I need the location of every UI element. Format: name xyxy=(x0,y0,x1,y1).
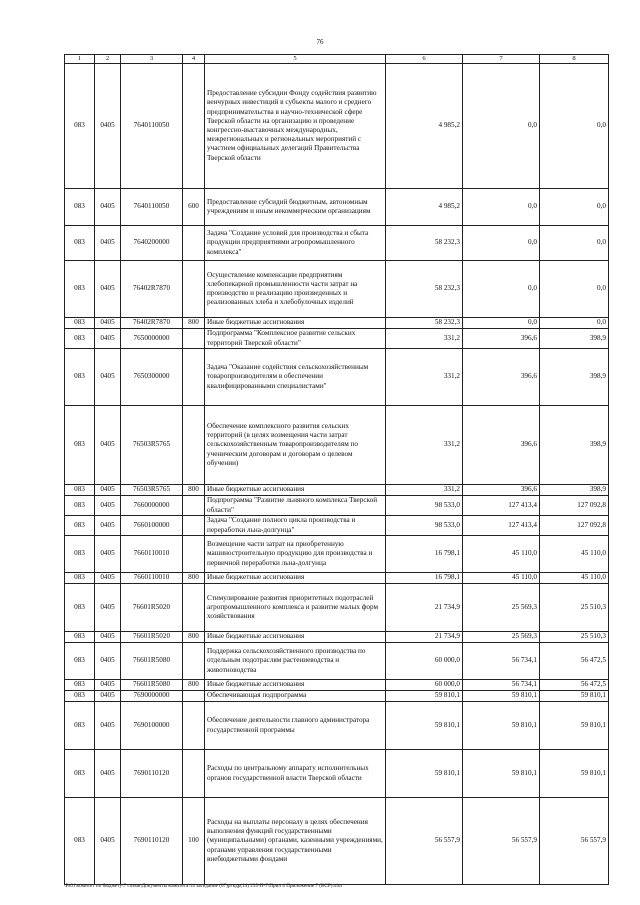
expense-type-cell: 800 xyxy=(183,485,205,496)
section-code-cell: 0405 xyxy=(95,691,121,702)
section-code-cell: 0405 xyxy=(95,189,121,226)
ministry-code-cell: 083 xyxy=(65,349,95,406)
target-article-cell: 7660110010 xyxy=(121,573,183,584)
amount-year3-cell: 56 472,5 xyxy=(540,643,609,680)
amount-year3-cell: 0,0 xyxy=(540,189,609,226)
description-cell: Иные бюджетные ассигнования xyxy=(205,632,386,643)
expense-type-cell xyxy=(183,349,205,406)
amount-year2-cell: 127 413,4 xyxy=(463,496,540,516)
target-article-cell: 7690000000 xyxy=(121,691,183,702)
table-row xyxy=(65,680,609,691)
amount-year3-cell: 0,0 xyxy=(540,318,609,329)
table-row xyxy=(65,64,609,189)
target-article-cell: 76503R5765 xyxy=(121,485,183,496)
section-code-cell: 0405 xyxy=(95,632,121,643)
expense-type-cell xyxy=(183,496,205,516)
amount-year1-cell: 98 533,0 xyxy=(386,496,463,516)
amount-year2-cell: 59 810,1 xyxy=(463,750,540,798)
column-header: 6 xyxy=(386,55,463,64)
amount-year3-cell: 56 472,5 xyxy=(540,680,609,691)
amount-year1-cell: 331,2 xyxy=(386,329,463,349)
amount-year1-cell: 21 734,9 xyxy=(386,584,463,632)
amount-year2-cell: 127 413,4 xyxy=(463,516,540,536)
expense-type-cell xyxy=(183,226,205,261)
amount-year2-cell: 56 734,1 xyxy=(463,680,540,691)
expense-type-cell: 800 xyxy=(183,318,205,329)
target-article-cell: 7690110120 xyxy=(121,798,183,885)
ministry-code-cell: 083 xyxy=(65,261,95,318)
description-cell: Обеспечение деятельности главного администратора государственной программы xyxy=(205,702,386,750)
table-row xyxy=(65,329,609,349)
amount-year1-cell: 60 000,0 xyxy=(386,680,463,691)
ministry-code-cell: 083 xyxy=(65,226,95,261)
amount-year2-cell: 396,6 xyxy=(463,406,540,485)
target-article-cell: 7640200000 xyxy=(121,226,183,261)
target-article-cell: 76601R5020 xyxy=(121,632,183,643)
amount-year3-cell: 127 092,8 xyxy=(540,496,609,516)
amount-year1-cell: 59 810,1 xyxy=(386,750,463,798)
expense-type-cell xyxy=(183,536,205,573)
amount-year1-cell: 16 798,1 xyxy=(386,536,463,573)
column-header: 3 xyxy=(121,55,183,64)
amount-year1-cell: 21 734,9 xyxy=(386,632,463,643)
section-code-cell: 0405 xyxy=(95,643,121,680)
ministry-code-cell: 083 xyxy=(65,64,95,189)
column-header: 8 xyxy=(540,55,609,64)
target-article-cell: 76402R7870 xyxy=(121,261,183,318)
column-header: 7 xyxy=(463,55,540,64)
section-code-cell: 0405 xyxy=(95,485,121,496)
expense-type-cell xyxy=(183,329,205,349)
amount-year1-cell: 331,2 xyxy=(386,349,463,406)
section-code-cell: 0405 xyxy=(95,226,121,261)
target-article-cell: 76601R5020 xyxy=(121,584,183,632)
table-header-row xyxy=(65,55,609,64)
amount-year3-cell: 45 110,0 xyxy=(540,573,609,584)
table-row xyxy=(65,643,609,680)
amount-year3-cell: 25 510,3 xyxy=(540,632,609,643)
amount-year3-cell: 0,0 xyxy=(540,64,609,189)
section-code-cell: 0405 xyxy=(95,750,121,798)
amount-year3-cell: 59 810,1 xyxy=(540,750,609,798)
description-cell: Иные бюджетные ассигнования xyxy=(205,680,386,691)
ministry-code-cell: 083 xyxy=(65,798,95,885)
description-cell: Возмещение части затрат на приобретенную машиностроительную продукцию для производства и первичной переработки льна-долгунца xyxy=(205,536,386,573)
amount-year2-cell: 25 569,3 xyxy=(463,632,540,643)
table-row xyxy=(65,691,609,702)
target-article-cell: 7640110050 xyxy=(121,64,183,189)
description-cell: Подпрограмма "Развитие льняного комплекса Тверской области" xyxy=(205,496,386,516)
table-row xyxy=(65,632,609,643)
description-cell: Осуществление компенсации предприятиям хлебопекарной промышленности части затрат на производство и реализацию произведенных и реализованных хлеба и хлебобулочных изделий xyxy=(205,261,386,318)
expense-type-cell: 100 xyxy=(183,798,205,885)
target-article-cell: 76402R7870 xyxy=(121,318,183,329)
section-code-cell: 0405 xyxy=(95,261,121,318)
expense-type-cell xyxy=(183,516,205,536)
amount-year3-cell: 56 557,9 xyxy=(540,798,609,885)
table-row xyxy=(65,261,609,318)
amount-year1-cell: 59 810,1 xyxy=(386,702,463,750)
amount-year1-cell: 60 000,0 xyxy=(386,643,463,680)
amount-year2-cell: 0,0 xyxy=(463,64,540,189)
amount-year1-cell: 98 533,0 xyxy=(386,516,463,536)
target-article-cell: 7660100000 xyxy=(121,516,183,536)
description-cell: Подпрограмма "Комплексное развитие сельских территорий Тверской области" xyxy=(205,329,386,349)
section-code-cell: 0405 xyxy=(95,329,121,349)
expense-type-cell: 800 xyxy=(183,680,205,691)
target-article-cell: 76601R5080 xyxy=(121,643,183,680)
target-article-cell: 7640110050 xyxy=(121,189,183,226)
ministry-code-cell: 083 xyxy=(65,329,95,349)
table-row xyxy=(65,584,609,632)
budget-table xyxy=(64,54,609,885)
description-cell: Стимулирование развития приоритетных подотраслей агропромышленного комплекса и развитие малых форм хозяйствования xyxy=(205,584,386,632)
amount-year3-cell: 59 810,1 xyxy=(540,702,609,750)
table-row xyxy=(65,702,609,750)
table-row xyxy=(65,485,609,496)
amount-year1-cell: 331,2 xyxy=(386,406,463,485)
column-header: 5 xyxy=(205,55,386,64)
expense-type-cell: 800 xyxy=(183,573,205,584)
expense-type-cell xyxy=(183,643,205,680)
amount-year1-cell: 16 798,1 xyxy=(386,573,463,584)
description-cell: Обеспечение комплексного развития сельских территорий (в целях возмещения части затрат сельскохозяйственным товаропроизводителям по ученическим договорам и договорам о целевом обучении) xyxy=(205,406,386,485)
description-cell: Обеспечивающая подпрограмма xyxy=(205,691,386,702)
description-cell: Предоставление субсидий бюджетным, автономным учреждениям и иным некоммерческим организациям xyxy=(205,189,386,226)
amount-year2-cell: 45 110,0 xyxy=(463,536,540,573)
file-path-footer: \Fs01\комитет по бюджету\7 созыв\Документы комитета\14 заседание (07)ргкдр(14) 235-П-7\Прил 4 Приложение 7 (ВСР).xlsx xyxy=(64,883,343,889)
description-cell: Иные бюджетные ассигнования xyxy=(205,318,386,329)
column-header: 2 xyxy=(95,55,121,64)
target-article-cell: 7690100000 xyxy=(121,702,183,750)
amount-year2-cell: 0,0 xyxy=(463,318,540,329)
section-code-cell: 0405 xyxy=(95,516,121,536)
description-cell: Поддержка сельскохозяйственного производства по отдельным подотраслям растениеводства и животноводства xyxy=(205,643,386,680)
amount-year2-cell: 0,0 xyxy=(463,261,540,318)
table-row xyxy=(65,318,609,329)
target-article-cell: 7650300000 xyxy=(121,349,183,406)
column-header: 4 xyxy=(183,55,205,64)
table-row xyxy=(65,573,609,584)
ministry-code-cell: 083 xyxy=(65,702,95,750)
description-cell: Задача "Оказание содействия сельскохозяйственным товаропроизводителям в обеспечении квалифицированными специалистами" xyxy=(205,349,386,406)
ministry-code-cell: 083 xyxy=(65,643,95,680)
ministry-code-cell: 083 xyxy=(65,318,95,329)
ministry-code-cell: 083 xyxy=(65,632,95,643)
expense-type-cell xyxy=(183,584,205,632)
amount-year3-cell: 0,0 xyxy=(540,226,609,261)
amount-year2-cell: 56 557,9 xyxy=(463,798,540,885)
table-row xyxy=(65,189,609,226)
ministry-code-cell: 083 xyxy=(65,536,95,573)
section-code-cell: 0405 xyxy=(95,573,121,584)
amount-year3-cell: 127 092,8 xyxy=(540,516,609,536)
expense-type-cell xyxy=(183,750,205,798)
description-cell: Предоставление субсидии Фонду содействия развитию венчурных инвестиций в субъекты малого и среднего предпринимательства в научно-технической сфере Тверской области на организацию и проведение конгрессно-выставочных международных, межрегиональных и региональных мероприятий с участием официальных делегаций Правительства Тверской области xyxy=(205,64,386,189)
amount-year2-cell: 59 810,1 xyxy=(463,691,540,702)
target-article-cell: 7690110120 xyxy=(121,750,183,798)
section-code-cell: 0405 xyxy=(95,584,121,632)
amount-year1-cell: 58 232,3 xyxy=(386,226,463,261)
ministry-code-cell: 083 xyxy=(65,750,95,798)
ministry-code-cell: 083 xyxy=(65,189,95,226)
amount-year2-cell: 0,0 xyxy=(463,226,540,261)
amount-year2-cell: 396,6 xyxy=(463,329,540,349)
amount-year3-cell: 398,9 xyxy=(540,406,609,485)
expense-type-cell xyxy=(183,702,205,750)
table-row xyxy=(65,496,609,516)
expense-type-cell: 600 xyxy=(183,189,205,226)
amount-year3-cell: 0,0 xyxy=(540,261,609,318)
amount-year3-cell: 25 510,3 xyxy=(540,584,609,632)
section-code-cell: 0405 xyxy=(95,349,121,406)
section-code-cell: 0405 xyxy=(95,318,121,329)
table-row xyxy=(65,406,609,485)
amount-year3-cell: 45 110,0 xyxy=(540,536,609,573)
ministry-code-cell: 083 xyxy=(65,584,95,632)
amount-year3-cell: 398,9 xyxy=(540,329,609,349)
amount-year3-cell: 398,9 xyxy=(540,485,609,496)
amount-year1-cell: 59 810,1 xyxy=(386,691,463,702)
ministry-code-cell: 083 xyxy=(65,691,95,702)
description-cell: Задача "Создание условий для производства и сбыта продукции предприятиями агропромышленного комплекса" xyxy=(205,226,386,261)
expense-type-cell: 800 xyxy=(183,632,205,643)
description-cell: Задача "Создание полного цикла производства и переработки льна-долгунца" xyxy=(205,516,386,536)
section-code-cell: 0405 xyxy=(95,680,121,691)
description-cell: Иные бюджетные ассигнования xyxy=(205,485,386,496)
page-number: 76 xyxy=(316,38,324,46)
amount-year1-cell: 4 985,2 xyxy=(386,64,463,189)
expense-type-cell xyxy=(183,64,205,189)
amount-year2-cell: 0,0 xyxy=(463,189,540,226)
target-article-cell: 7660110010 xyxy=(121,536,183,573)
table-row xyxy=(65,536,609,573)
target-article-cell: 76503R5765 xyxy=(121,406,183,485)
column-header: 1 xyxy=(65,55,95,64)
amount-year2-cell: 396,6 xyxy=(463,349,540,406)
amount-year2-cell: 56 734,1 xyxy=(463,643,540,680)
section-code-cell: 0405 xyxy=(95,406,121,485)
ministry-code-cell: 083 xyxy=(65,680,95,691)
amount-year1-cell: 58 232,3 xyxy=(386,261,463,318)
ministry-code-cell: 083 xyxy=(65,406,95,485)
amount-year3-cell: 398,9 xyxy=(540,349,609,406)
section-code-cell: 0405 xyxy=(95,798,121,885)
ministry-code-cell: 083 xyxy=(65,516,95,536)
target-article-cell: 7650000000 xyxy=(121,329,183,349)
expense-type-cell xyxy=(183,406,205,485)
description-cell: Иные бюджетные ассигнования xyxy=(205,573,386,584)
target-article-cell: 76601R5080 xyxy=(121,680,183,691)
table-row xyxy=(65,349,609,406)
section-code-cell: 0405 xyxy=(95,496,121,516)
amount-year1-cell: 56 557,9 xyxy=(386,798,463,885)
description-cell: Расходы по центральному аппарату исполнительных органов государственной власти Тверской области xyxy=(205,750,386,798)
amount-year2-cell: 59 810,1 xyxy=(463,702,540,750)
amount-year3-cell: 59 810,1 xyxy=(540,691,609,702)
table-row xyxy=(65,226,609,261)
ministry-code-cell: 083 xyxy=(65,573,95,584)
table-row xyxy=(65,516,609,536)
target-article-cell: 7660000000 xyxy=(121,496,183,516)
description-cell: Расходы на выплаты персоналу в целях обеспечения выполнения функций государственными (муниципальными) органами, казенными учреждениями, органами управления государственными внебюджетными фондами xyxy=(205,798,386,885)
expense-type-cell xyxy=(183,261,205,318)
section-code-cell: 0405 xyxy=(95,64,121,189)
amount-year2-cell: 396,6 xyxy=(463,485,540,496)
amount-year1-cell: 331,2 xyxy=(386,485,463,496)
amount-year2-cell: 45 110,0 xyxy=(463,573,540,584)
amount-year1-cell: 4 985,2 xyxy=(386,189,463,226)
table-row xyxy=(65,798,609,885)
amount-year1-cell: 58 232,3 xyxy=(386,318,463,329)
ministry-code-cell: 083 xyxy=(65,496,95,516)
amount-year2-cell: 25 569,3 xyxy=(463,584,540,632)
section-code-cell: 0405 xyxy=(95,536,121,573)
expense-type-cell xyxy=(183,691,205,702)
ministry-code-cell: 083 xyxy=(65,485,95,496)
section-code-cell: 0405 xyxy=(95,702,121,750)
table-row xyxy=(65,750,609,798)
